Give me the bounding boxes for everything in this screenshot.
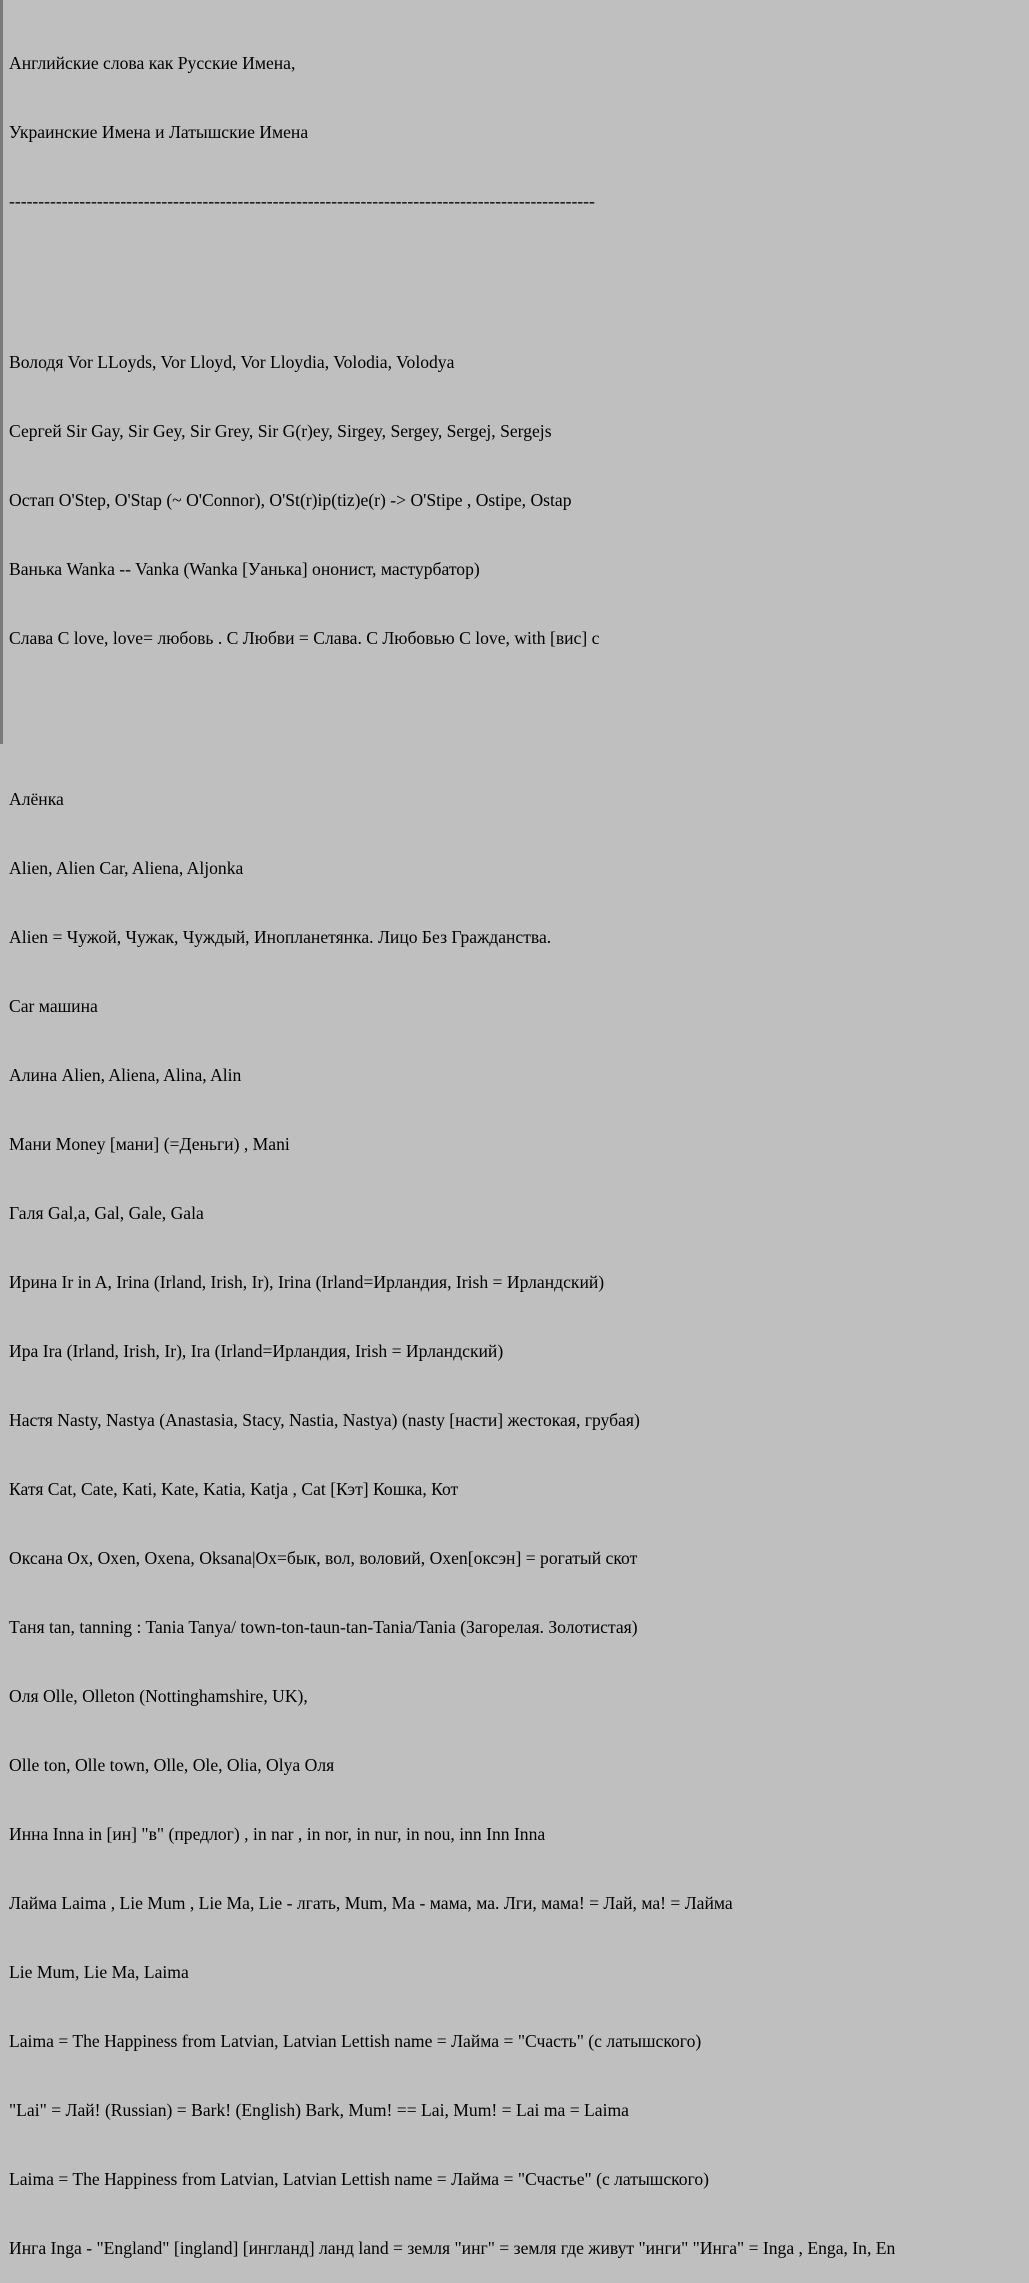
text-line: Olle ton, Olle town, Olle, Ole, Olia, Olya Оля bbox=[9, 1755, 335, 1775]
text-line: Lie Mum, Lie Ma, Laima bbox=[9, 1962, 189, 1982]
blank-line bbox=[9, 696, 1029, 719]
text-line: Катя Cat, Cate, Kati, Kate, Katia, Katja , Cat [Кэт] Кошка, Кот bbox=[9, 1479, 459, 1499]
text-line: Володя Vor LLoyds, Vor Lloyd, Vor Lloydia, Volodia, Volodya bbox=[9, 352, 455, 372]
text-line: Таня tan, tanning : Tania Tanya/ town-ton-taun-tan-Tania/Tania (Загорелая. Золотистая) bbox=[9, 1617, 638, 1637]
title-line-2: Украинские Имена и Латышские Имена bbox=[9, 122, 309, 142]
text-line: Инна Inna in [ин] "в" (предлог) , in nar , in nor, in nur, in nou, inn Inn Inna bbox=[9, 1824, 546, 1844]
text-line: Alien, Alien Car, Aliena, Aljonka bbox=[9, 858, 244, 878]
text-line: Alien = Чужой, Чужак, Чуждый, Инопланетянка. Лицо Без Гражданства. bbox=[9, 927, 552, 947]
text-line: Оля Olle, Olleton (Nottinghamshire, UK), bbox=[9, 1686, 308, 1706]
text-line: Галя Gal,a, Gal, Gale, Gala bbox=[9, 1203, 204, 1223]
text-line: Лайма Laima , Lie Mum , Lie Ma, Lie - лгать, Mum, Ma - мама, ма. Лги, мама! = Лай, ма! = Лайма bbox=[9, 1893, 733, 1913]
separator: ---------------------------------------------------------------------------------------------------- bbox=[9, 191, 595, 211]
text-line: Оксана Ox, Oxen, Oxena, Oksana|Ox=бык, вол, воловий, Oxen[оксэн] = рогатый скот bbox=[9, 1548, 638, 1568]
text-line: Ирина Ir in A, Irina (Irland, Irish, Ir), Irina (Irland=Ирландия, Irish = Ирландский) bbox=[9, 1272, 605, 1292]
left-border bbox=[0, 0, 3, 744]
title-line-1: Английские слова как Русские Имена, bbox=[9, 53, 296, 73]
text-line: Ванька Wanka -- Vanka (Wanka [Уанька] ононист, мастурбатор) bbox=[9, 559, 480, 579]
text-line: "Lai" = Лай! (Russian) = Bark! (English) Bark, Mum! == Lai, Mum! = Lai ma = Laima bbox=[9, 2100, 629, 2120]
document-body bbox=[9, 6, 1029, 2283]
text-line: Car машина bbox=[9, 996, 98, 1016]
text-line: Сергей Sir Gay, Sir Gey, Sir Grey, Sir G(r)ey, Sirgey, Sergey, Sergej, Sergejs bbox=[9, 421, 552, 441]
text-line: Инга Inga - "England" [ingland] [ингланд] ланд land = земля "инг" = земля где живут "инги" "Инга" = Inga , Enga, In, En bbox=[9, 2238, 896, 2258]
text-line: Laima = The Happiness from Latvian, Latvian Lettish name = Лайма = "Счастье" (с латышского) bbox=[9, 2169, 710, 2189]
text-line: Остап O'Step, O'Stap (~ O'Connor), O'St(r)ip(tiz)e(r) -> O'Stipe , Ostipe, Ostap bbox=[9, 490, 572, 510]
text-line: Слава C love, love= любовь . C Любви = Слава. C Любовью C love, with [виc] c bbox=[9, 628, 600, 648]
text-line: Мани Money [мани] (=Деньги) , Mani bbox=[9, 1134, 290, 1154]
blank-line bbox=[9, 259, 1029, 282]
text-line: Алёнка bbox=[9, 789, 64, 809]
text-line: Laima = The Happiness from Latvian, Latvian Lettish name = Лайма = "Счасть" (с латышского) bbox=[9, 2031, 702, 2051]
text-line: Ира Ira (Irland, Irish, Ir), Ira (Irland=Ирландия, Irish = Ирландский) bbox=[9, 1341, 504, 1361]
text-line: Алина Alien, Aliena, Alina, Alin bbox=[9, 1065, 242, 1085]
text-line: Настя Nasty, Nastya (Anastasia, Stacy, Nastia, Nastya) (nasty [насти] жестокая, грубая) bbox=[9, 1410, 640, 1430]
